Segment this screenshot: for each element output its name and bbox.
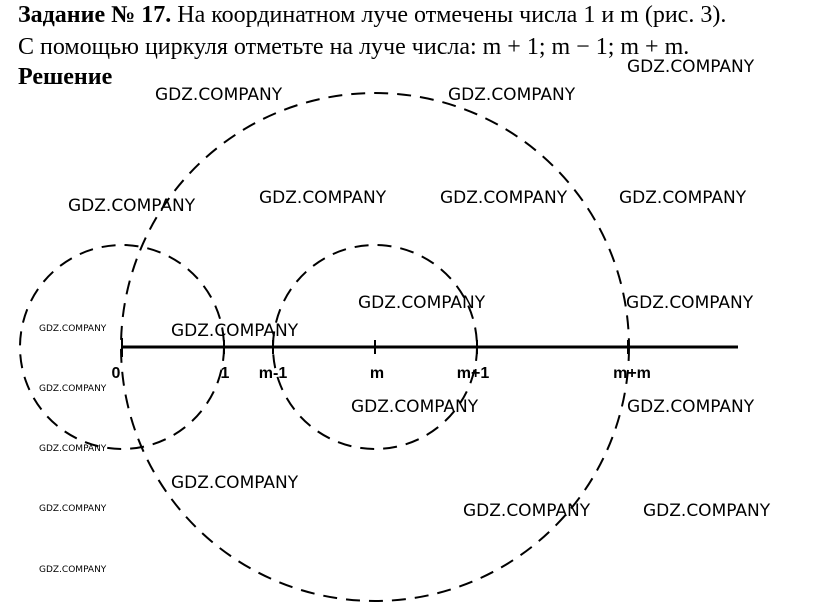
- task-text-1: На координатном луче отмечены числа 1 и m (рис. 3).: [171, 2, 727, 28]
- watermark: GDZ.COMPANY: [627, 397, 755, 417]
- watermark: GDZ.COMPANY: [619, 188, 747, 208]
- watermark-small: GDZ.COMPANY: [39, 504, 107, 514]
- watermark: GDZ.COMPANY: [155, 85, 283, 105]
- label-m: m: [369, 365, 385, 382]
- task-title: Задание № 17.: [18, 2, 172, 28]
- watermark: GDZ.COMPANY: [259, 188, 387, 208]
- watermark: GDZ.COMPANY: [463, 501, 591, 521]
- label-m-minus-1: m-1: [258, 365, 288, 382]
- watermark: GDZ.COMPANY: [358, 293, 486, 313]
- watermark: GDZ.COMPANY: [440, 188, 568, 208]
- watermark: GDZ.COMPANY: [626, 293, 754, 313]
- watermark-small: GDZ.COMPANY: [39, 324, 107, 334]
- watermark: GDZ.COMPANY: [627, 57, 755, 77]
- task-text-2: С помощью циркуля отметьте на луче числа: m + 1; m − 1; m + m.: [18, 34, 690, 60]
- watermark-small: GDZ.COMPANY: [39, 444, 107, 454]
- label-1: 1: [220, 365, 230, 382]
- watermark: GDZ.COMPANY: [68, 196, 196, 216]
- label-m-plus-1: m+1: [456, 365, 490, 382]
- watermark: GDZ.COMPANY: [171, 473, 299, 493]
- watermark-small: GDZ.COMPANY: [39, 565, 107, 575]
- watermark-small: GDZ.COMPANY: [39, 384, 107, 394]
- label-0: 0: [111, 365, 121, 382]
- watermark: GDZ.COMPANY: [351, 397, 479, 417]
- solution-heading: Решение: [18, 64, 113, 90]
- label-m-plus-m: m+m: [613, 365, 651, 382]
- watermark: GDZ.COMPANY: [171, 321, 299, 341]
- watermark: GDZ.COMPANY: [448, 85, 576, 105]
- watermark: GDZ.COMPANY: [643, 501, 771, 521]
